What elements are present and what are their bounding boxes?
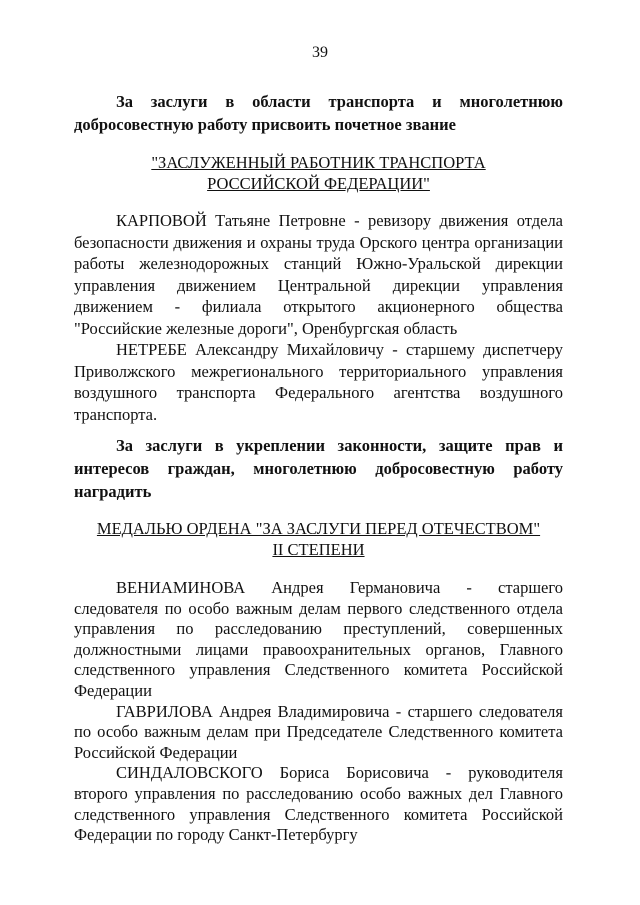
- section2-entry-sindalovsky: СИНДАЛОВСКОГО Бориса Борисовича - руководителя второго управления по расследованию особо важных дел Главного следственного управления Следственного комитета Российской Федерации по городу Санкт-Петербургу: [74, 763, 563, 845]
- section1-award-title: [74, 152, 563, 194]
- section1-entries: [74, 210, 563, 425]
- page-number: 39: [312, 44, 328, 61]
- section2-intro: За заслуги в укреплении законности, защите прав и интересов граждан, многолетнюю добросовестную работу наградить: [74, 436, 563, 501]
- section1-award-title-line2: РОССИЙСКОЙ ФЕДЕРАЦИИ": [207, 174, 430, 193]
- section1-entry-netreba: НЕТРЕБЕ Александру Михайловичу - старшему диспетчеру Приволжского межрегионального территориального управления воздушного транспорта Федерального агентства воздушного транспорта.: [74, 340, 563, 424]
- section1-intro: За заслуги в области транспорта и многолетнюю добросовестную работу присвоить почетное звание: [74, 92, 563, 134]
- section2-award-title-line2: II СТЕПЕНИ: [272, 540, 365, 559]
- section1-award-title-line1: "ЗАСЛУЖЕННЫЙ РАБОТНИК ТРАНСПОРТА: [151, 153, 486, 172]
- section2-entry-gavrilov: ГАВРИЛОВА Андрея Владимировича - старшего следователя по особо важным делам при Председателе Следственного комитета Российской Федерации: [74, 701, 563, 762]
- section2-award-title: [74, 518, 563, 560]
- section1-entry-karpova: КАРПОВОЙ Татьяне Петровне - ревизору движения отдела безопасности движения и охраны труда Орского центра организации работы железнодорожных станций Южно-Уральской дирекции управления движением Центральной дирекции управления движением - филиала открытого акционерного общества "Российские железные дороги", Оренбургская область: [74, 211, 563, 338]
- section2-entry-veniaminov: ВЕНИАМИНОВА Андрея Германовича - старшего следователя по особо важным делам первого следственного отдела управления по расследованию преступлений, совершенных должностными лицами правоохранительных органов, Главного следственного управления Следственного комитета Российской Федерации: [74, 578, 563, 700]
- section2-entries: [74, 578, 563, 846]
- section2-award-title-line1: МЕДАЛЬЮ ОРДЕНА "ЗА ЗАСЛУГИ ПЕРЕД ОТЕЧЕСТВОМ": [96, 519, 541, 538]
